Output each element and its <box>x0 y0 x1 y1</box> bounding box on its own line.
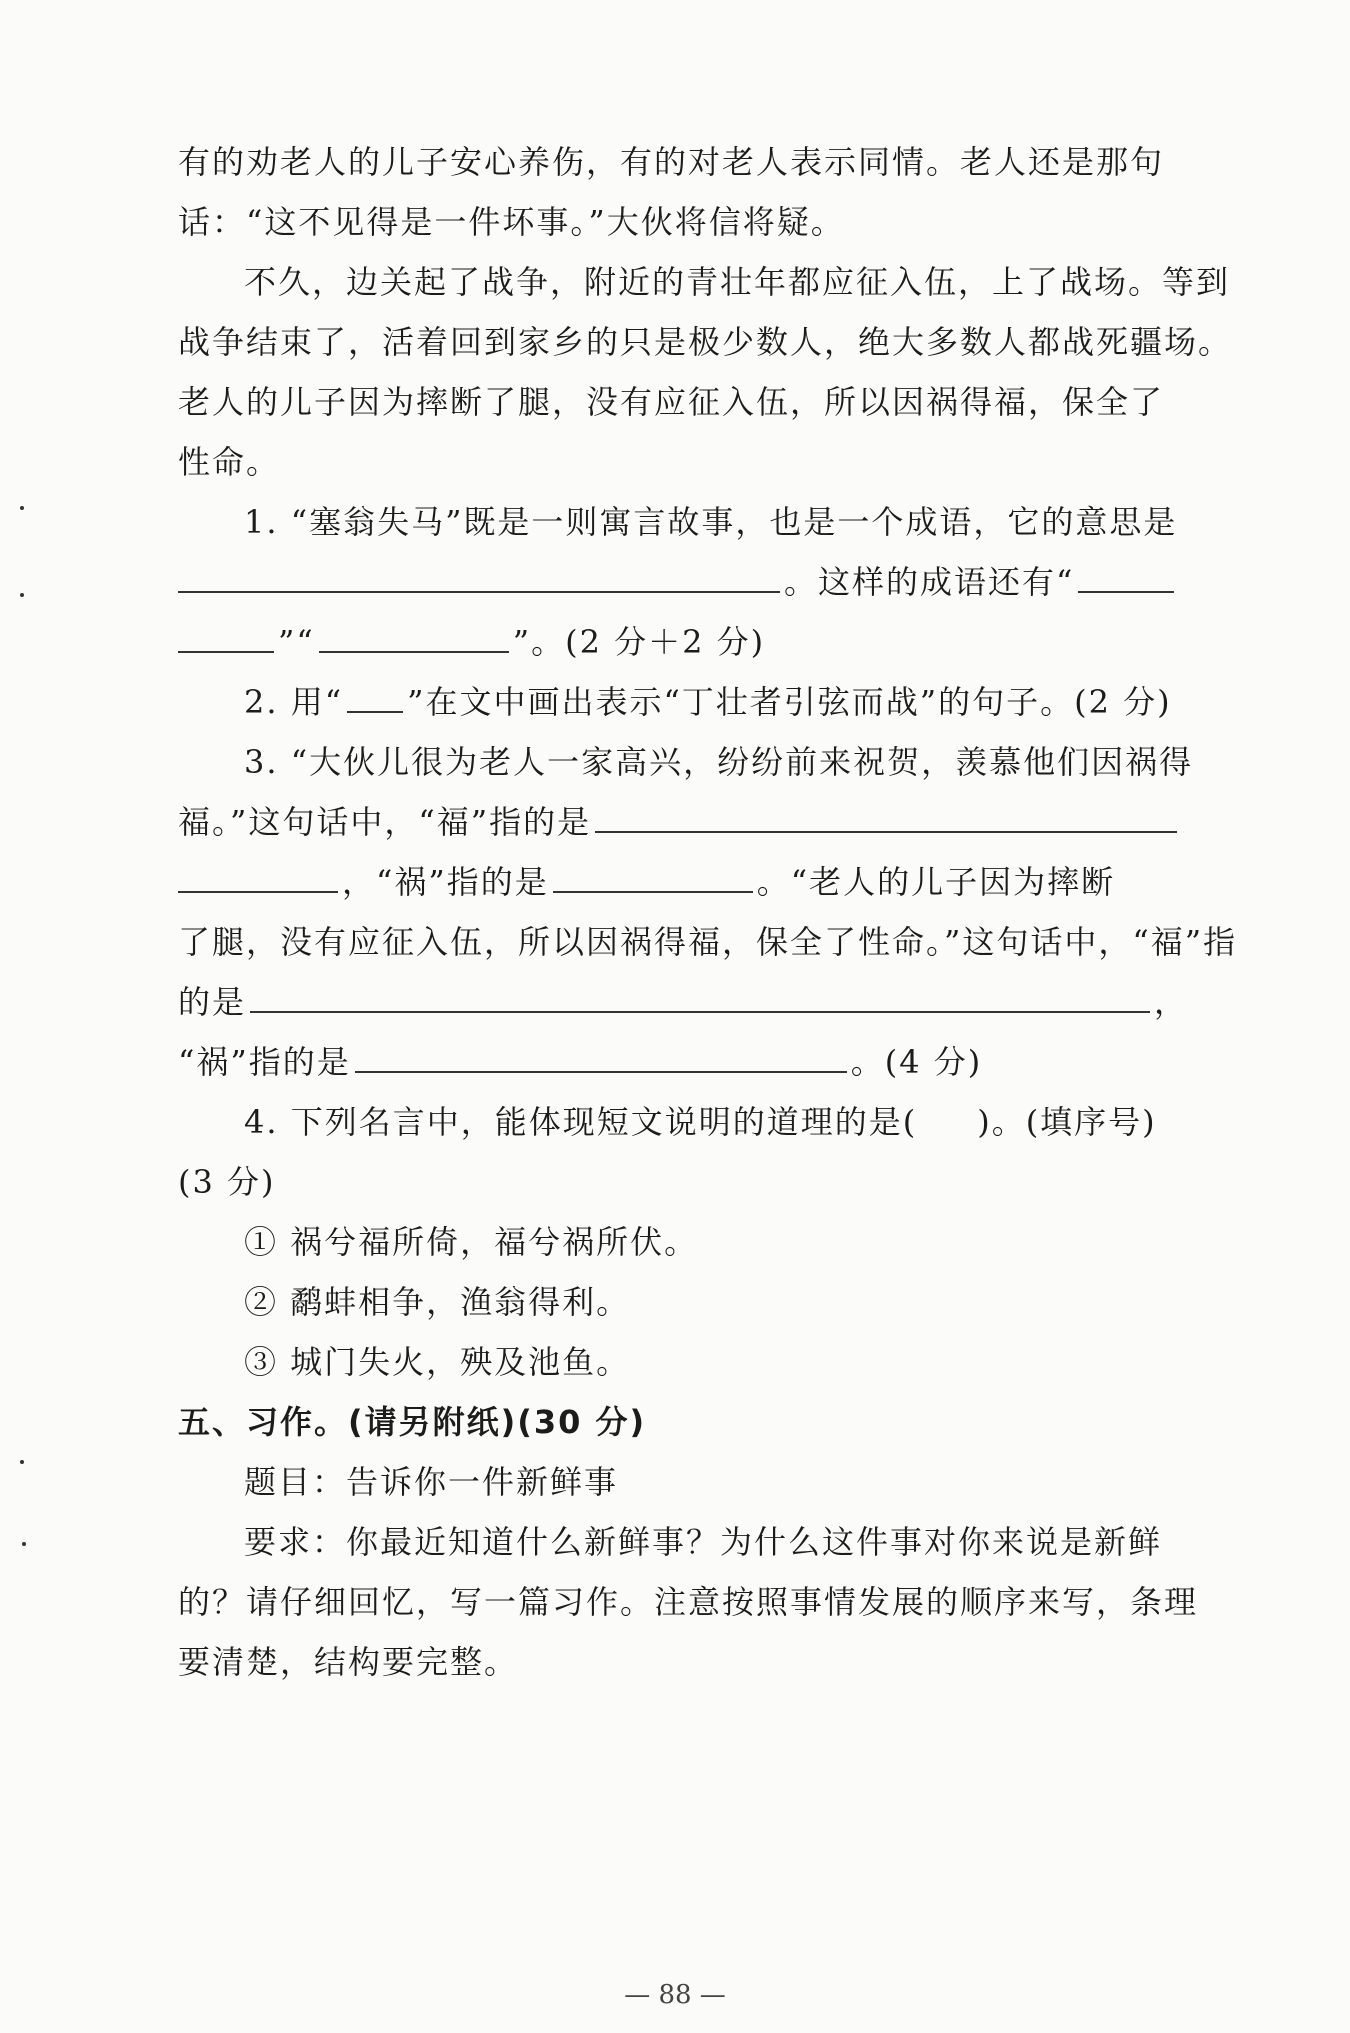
margin-speck <box>20 506 24 510</box>
passage-line: 有的劝老人的儿子安心养伤，有的对老人表示同情。老人还是那句 <box>178 143 1165 181</box>
question-3-line6 <box>178 1036 1178 1088</box>
question-3-text: 了腿，没有应征入伍，所以因祸得福，保全了性命。”这句话中，“福”指 <box>178 923 1238 961</box>
margin-speck <box>20 593 24 597</box>
question-1-text: 1. “塞翁失马”既是一则寓言故事，也是一个成语，它的意思是 <box>244 503 1178 541</box>
question-3-text: 。“老人的儿子因为摔断 <box>756 863 1116 901</box>
question-3-text: ，“祸”指的是 <box>342 863 549 901</box>
essay-requirement: 要清楚，结构要完整。 <box>178 1643 519 1681</box>
answer-blank[interactable] <box>178 861 338 893</box>
essay-title: 题目：告诉你一件新鲜事 <box>244 1463 619 1501</box>
answer-blank[interactable] <box>355 1041 847 1073</box>
question-2-head: 2. 用“ <box>244 683 344 721</box>
answer-blank[interactable] <box>595 801 1177 833</box>
question-3-text: 福。”这句话中，“福”指的是 <box>178 803 592 841</box>
question-4-tail: )。(填序号) <box>977 1103 1157 1141</box>
answer-blank[interactable] <box>1078 561 1174 593</box>
answer-blank[interactable] <box>178 561 780 593</box>
question-3-line2 <box>178 796 1178 848</box>
essay-requirement: 的？请仔细回忆，写一篇习作。注意按照事情发展的顺序来写，条理 <box>178 1583 1199 1621</box>
passage-line: 不久，边关起了战争，附近的青壮年都应征入伍，上了战场。等到 <box>244 263 1231 301</box>
passage-line: 性命。 <box>178 443 281 481</box>
option-1: ① 祸兮福所倚，福兮祸所伏。 <box>244 1223 699 1261</box>
question-3-text: “祸”指的是 <box>178 1043 351 1081</box>
question-2-tail: ”在文中画出表示“丁壮者引弦而战”的句子。(2 分) <box>407 683 1172 721</box>
margin-speck <box>20 1460 24 1464</box>
page-number: — 88 — <box>624 1980 726 2010</box>
answer-blank[interactable] <box>553 861 753 893</box>
question-1-line2 <box>178 556 1178 608</box>
essay-requirement: 要求：你最近知道什么新鲜事？为什么这件事对你来说是新鲜 <box>244 1523 1163 1561</box>
question-3-line3 <box>178 856 1178 908</box>
section-5-heading: 五、习作。(请另附纸)(30 分) <box>178 1403 647 1441</box>
question-1-line3 <box>178 616 1178 668</box>
question-4 <box>244 1096 1178 1148</box>
question-3-line5 <box>178 976 1189 1028</box>
passage-line: 战争结束了，活着回到家乡的只是极少数人，绝大多数人都战死疆场。 <box>178 323 1233 361</box>
answer-blank[interactable] <box>319 621 509 653</box>
question-1-text-tail: 。这样的成语还有“ <box>784 563 1075 601</box>
passage-line: 老人的儿子因为摔断了腿，没有应征入伍，所以因祸得福，保全了 <box>178 383 1165 421</box>
passage-line: 话：“这不见得是一件坏事。”大伙将信将疑。 <box>178 203 845 241</box>
question-3-score: 。(4 分) <box>850 1043 983 1081</box>
question-4-score: (3 分) <box>178 1163 276 1201</box>
question-4-head: 4. 下列名言中，能体现短文说明的道理的是( <box>244 1103 918 1141</box>
question-2 <box>244 676 1178 728</box>
comma: ， <box>1154 983 1189 1021</box>
quote-marks: ”“ <box>278 623 315 661</box>
underline-sample <box>347 681 403 713</box>
option-3: ③ 城门失火，殃及池鱼。 <box>244 1343 631 1381</box>
answer-blank[interactable] <box>178 621 274 653</box>
question-1-score: ”。(2 分＋2 分) <box>512 623 766 661</box>
option-2: ② 鹬蚌相争，渔翁得利。 <box>244 1283 631 1321</box>
question-3-text: 3. “大伙儿很为老人一家高兴，纷纷前来祝贺，羡慕他们因祸得 <box>244 743 1194 781</box>
question-3-text: 的是 <box>178 983 247 1021</box>
margin-speck <box>22 1542 26 1546</box>
answer-blank[interactable] <box>250 981 1150 1013</box>
